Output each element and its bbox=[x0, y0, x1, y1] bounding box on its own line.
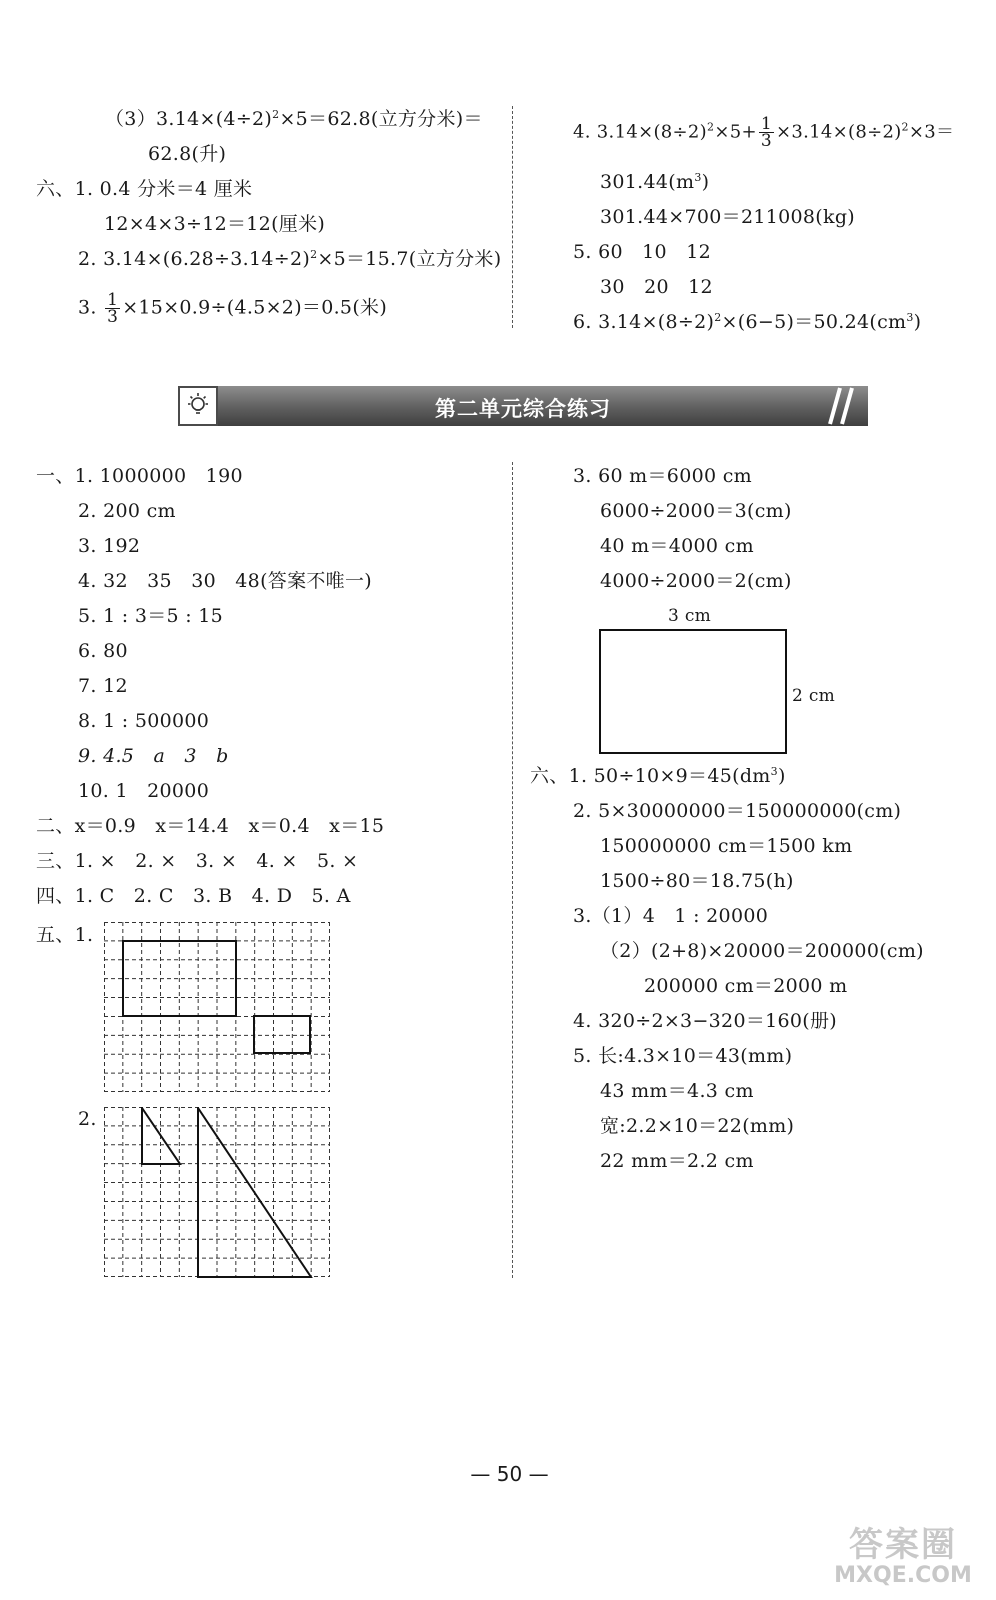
answer-line: 7. 12 bbox=[78, 675, 128, 697]
answer-line: 4000÷2000＝2(cm) bbox=[600, 570, 792, 592]
answer-line: 2. 200 cm bbox=[78, 500, 176, 522]
grid-figure-2 bbox=[104, 1107, 330, 1279]
answer-line: 301.44×700＝211008(kg) bbox=[600, 206, 855, 228]
fraction: $\frac{1}{3}$ bbox=[107, 290, 119, 327]
watermark-url: MXQE.COM bbox=[834, 1563, 972, 1588]
rectangle-small bbox=[254, 1016, 310, 1053]
answer-line: 六、1. $50\div 10\times 9=45(dm^3)$ bbox=[530, 765, 786, 787]
answer-line: $301.44(m^3)$ bbox=[600, 171, 710, 193]
answer-line: 10. 1 20000 bbox=[78, 780, 210, 802]
watermark-logo: 答案圈 bbox=[849, 1525, 957, 1565]
answer-line: 4. 320÷2×3−320＝160(册) bbox=[573, 1010, 838, 1032]
triangle-large bbox=[198, 1108, 311, 1277]
section-title: 第二单元综合练习 bbox=[435, 397, 611, 421]
watermark bbox=[828, 1526, 978, 1588]
answer-line: 二、x＝0.9 x＝14.4 x＝0.4 x＝15 bbox=[36, 815, 385, 837]
answer-line: 5. 1 : 3＝5 : 15 bbox=[78, 605, 224, 627]
answer-line: 62.8(升) bbox=[148, 143, 227, 165]
answer-line: （2）(2+8)×20000＝200000(cm) bbox=[600, 940, 924, 962]
column-divider-top bbox=[512, 106, 513, 328]
answer-line: 1500÷80＝18.75(h) bbox=[600, 870, 794, 892]
decorative-slashes bbox=[816, 386, 856, 426]
answer-line: 22 mm＝2.2 cm bbox=[600, 1150, 754, 1172]
answer-line: 3. 60 m＝6000 cm bbox=[573, 465, 752, 487]
answer-line: 6. 80 bbox=[78, 640, 128, 662]
answer-line: 12×4×3÷12＝12(厘米) bbox=[104, 213, 326, 235]
column-divider-bottom bbox=[512, 462, 513, 1278]
answer-line: 3.（1）4 1 : 20000 bbox=[573, 905, 769, 927]
answer-line: 六、1. 0.4 分米＝4 厘米 bbox=[36, 178, 253, 200]
page-number: — 50 — bbox=[470, 1462, 549, 1486]
answer-line: 9. 4.5 a 3 b bbox=[78, 745, 229, 767]
answer-line: 2. 5×30000000＝150000000(cm) bbox=[573, 800, 902, 822]
answer-line: 5. 长:4.3×10＝43(mm) bbox=[573, 1045, 793, 1067]
section-banner bbox=[178, 386, 868, 426]
answer-rectangle bbox=[599, 629, 787, 754]
answer-line: 43 mm＝4.3 cm bbox=[600, 1080, 754, 1102]
answer-line: 3. $\frac{1}{3}$ ×15×0.9÷(4.5×2)＝0.5(米) bbox=[78, 290, 388, 327]
answer-line: 2. bbox=[78, 1108, 97, 1130]
answer-line: 宽:2.2×10＝22(mm) bbox=[600, 1115, 795, 1137]
fraction: $\frac{1}{3}$ bbox=[760, 114, 772, 151]
answer-line: 2. $3.14\times(6.28\div 3.14\div 2)^2\times 5=15.7$(立方分米) bbox=[78, 248, 502, 270]
answer-line: 3. 192 bbox=[78, 535, 141, 557]
answer-line: 150000000 cm＝1500 km bbox=[600, 835, 853, 857]
answer-line: 4. 32 35 30 48(答案不唯一) bbox=[78, 570, 372, 592]
answer-line: 6000÷2000＝3(cm) bbox=[600, 500, 792, 522]
answer-line: 一、1. 1000000 190 bbox=[36, 465, 243, 487]
rect-width-label: 3 cm bbox=[668, 606, 712, 626]
answer-line: 5. 60 10 12 bbox=[573, 241, 711, 263]
answer-line: 五、1. bbox=[36, 924, 94, 946]
answer-line: 6. $3.14\times(8\div 2)^2\times(6-5)=50.24(cm^3)$ bbox=[573, 311, 922, 333]
answer-line: 40 m＝4000 cm bbox=[600, 535, 754, 557]
answer-line: 8. 1 : 500000 bbox=[78, 710, 210, 732]
answer-line: 200000 cm＝2000 m bbox=[644, 975, 848, 997]
answer-line: 三、1. × 2. × 3. × 4. × 5. × bbox=[36, 850, 359, 872]
answer-line: 30 20 12 bbox=[600, 276, 713, 298]
answer-line: $(3)3.14\times(4\div 2)^2\times 5=62.8$(立方分米)＝ bbox=[105, 108, 483, 130]
rect-height-label: 2 cm bbox=[792, 686, 836, 706]
answer-line: 4. $3.14\times(8\div 2)^2\times 5+$ $\frac{1}{3}$ $\times 3.14\times(8\div 2)^2\times 3=$ bbox=[573, 114, 955, 151]
answer-line: 四、1. C 2. C 3. B 4. D 5. A bbox=[36, 885, 351, 907]
grid-figure-1 bbox=[104, 922, 330, 1094]
